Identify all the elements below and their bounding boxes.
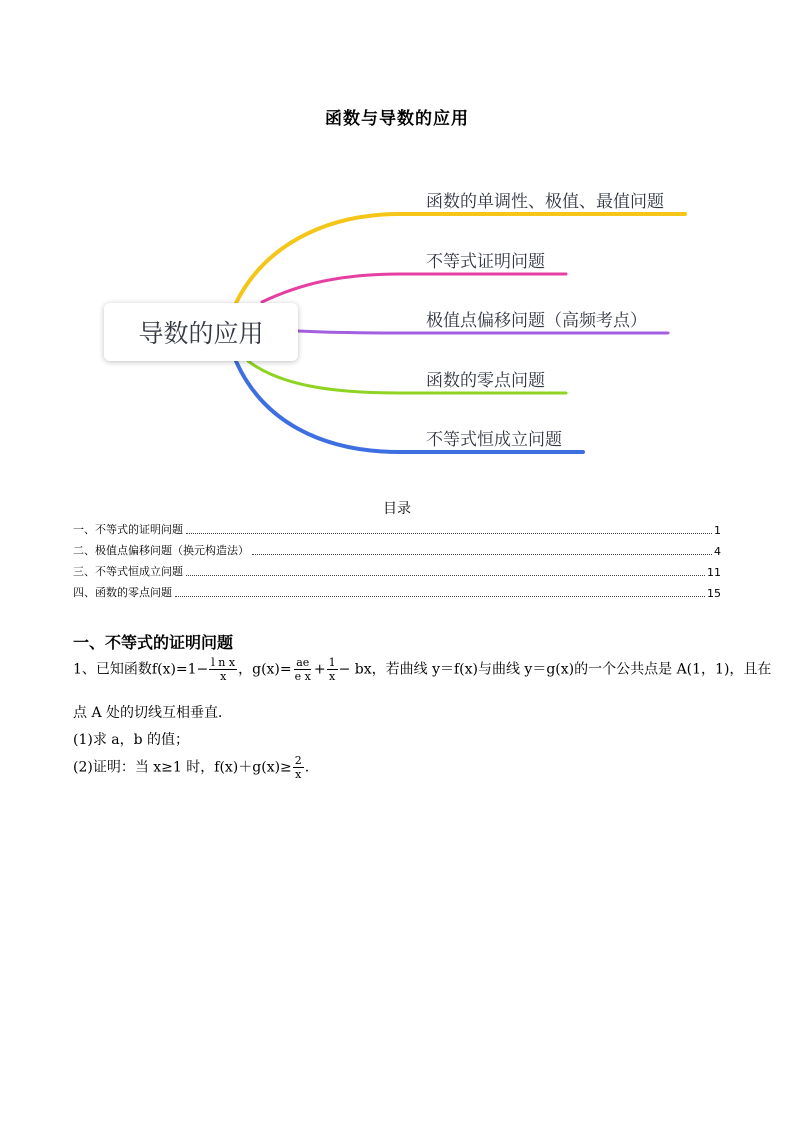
toc-heading: 目录: [383, 501, 411, 517]
f-definition-lhs: f(x)=1−: [151, 661, 209, 678]
toc-entry-page: 15: [707, 587, 721, 600]
toc-entry-1[interactable]: [73, 521, 721, 537]
toc-entry-page: 11: [707, 566, 721, 579]
fraction-1-over-x: [327, 656, 338, 683]
fraction-denominator: e x: [294, 670, 311, 683]
toc-entry-title: 一、不等式的证明问题: [73, 523, 183, 536]
toc-entry-3[interactable]: [73, 563, 721, 579]
fraction-numerator: 2: [294, 754, 302, 767]
branch-curve-3: [298, 331, 668, 333]
section-heading: 一、不等式的证明问题: [73, 633, 234, 652]
mindmap-center-node: 导数的应用: [104, 303, 298, 361]
branch-label-3: 极值点偏移问题（高频考点）: [426, 311, 647, 331]
toc-entry-title: 四、函数的零点问题: [73, 586, 172, 599]
part2-tail: .: [304, 759, 310, 776]
fraction-denominator: x: [328, 670, 336, 683]
fraction-2-over-x: [293, 754, 304, 781]
toc-leader-dots: [175, 595, 705, 597]
g-definition-lhs: ，g(x)=: [238, 661, 292, 678]
question-tail: − bx，若曲线 y＝f(x)与曲线 y＝g(x)的一个公共点是 A(1，1)，且在: [338, 661, 772, 678]
branch-label-2: 不等式证明问题: [426, 252, 545, 272]
question-1-part-2: [73, 754, 309, 781]
fraction-numerator: 1: [328, 656, 336, 669]
toc-entry-title: 三、不等式恒成立问题: [73, 565, 183, 578]
fraction-numerator: l n x: [211, 656, 236, 669]
question-prefix: 1、已知函数: [73, 661, 152, 678]
fraction-lnx-over-x: [209, 656, 237, 683]
branch-label-1: 函数的单调性、极值、最值问题: [426, 192, 664, 212]
plus-sign: +: [313, 661, 326, 678]
fraction-numerator: ae: [296, 656, 310, 669]
part2-prefix: (2)证明：当 x≥1 时，f(x)＋g(x)≥: [73, 759, 292, 776]
question-1-line-1: [73, 656, 771, 683]
toc-leader-dots: [186, 574, 705, 576]
branch-curve-2: [262, 274, 566, 302]
page-title: 函数与导数的应用: [325, 109, 469, 129]
branch-label-5: 不等式恒成立问题: [426, 430, 562, 450]
toc-entry-2[interactable]: [73, 542, 721, 558]
fraction-denominator: x: [220, 670, 227, 683]
toc-entry-page: 1: [714, 524, 721, 537]
fraction-ae-over-ex: [293, 656, 313, 683]
toc-entry-title: 二、极值点偏移问题（换元构造法）: [73, 544, 249, 557]
toc-leader-dots: [252, 553, 712, 555]
toc-leader-dots: [186, 532, 712, 534]
fraction-denominator: x: [295, 768, 302, 781]
question-1-line-2: 点 A 处的切线互相垂直．: [73, 705, 233, 721]
toc-entry-page: 4: [714, 545, 721, 558]
question-1-part-1: (1)求 a，b 的值；: [73, 732, 190, 748]
toc-entry-4[interactable]: [73, 584, 721, 600]
branch-label-4: 函数的零点问题: [426, 371, 545, 391]
